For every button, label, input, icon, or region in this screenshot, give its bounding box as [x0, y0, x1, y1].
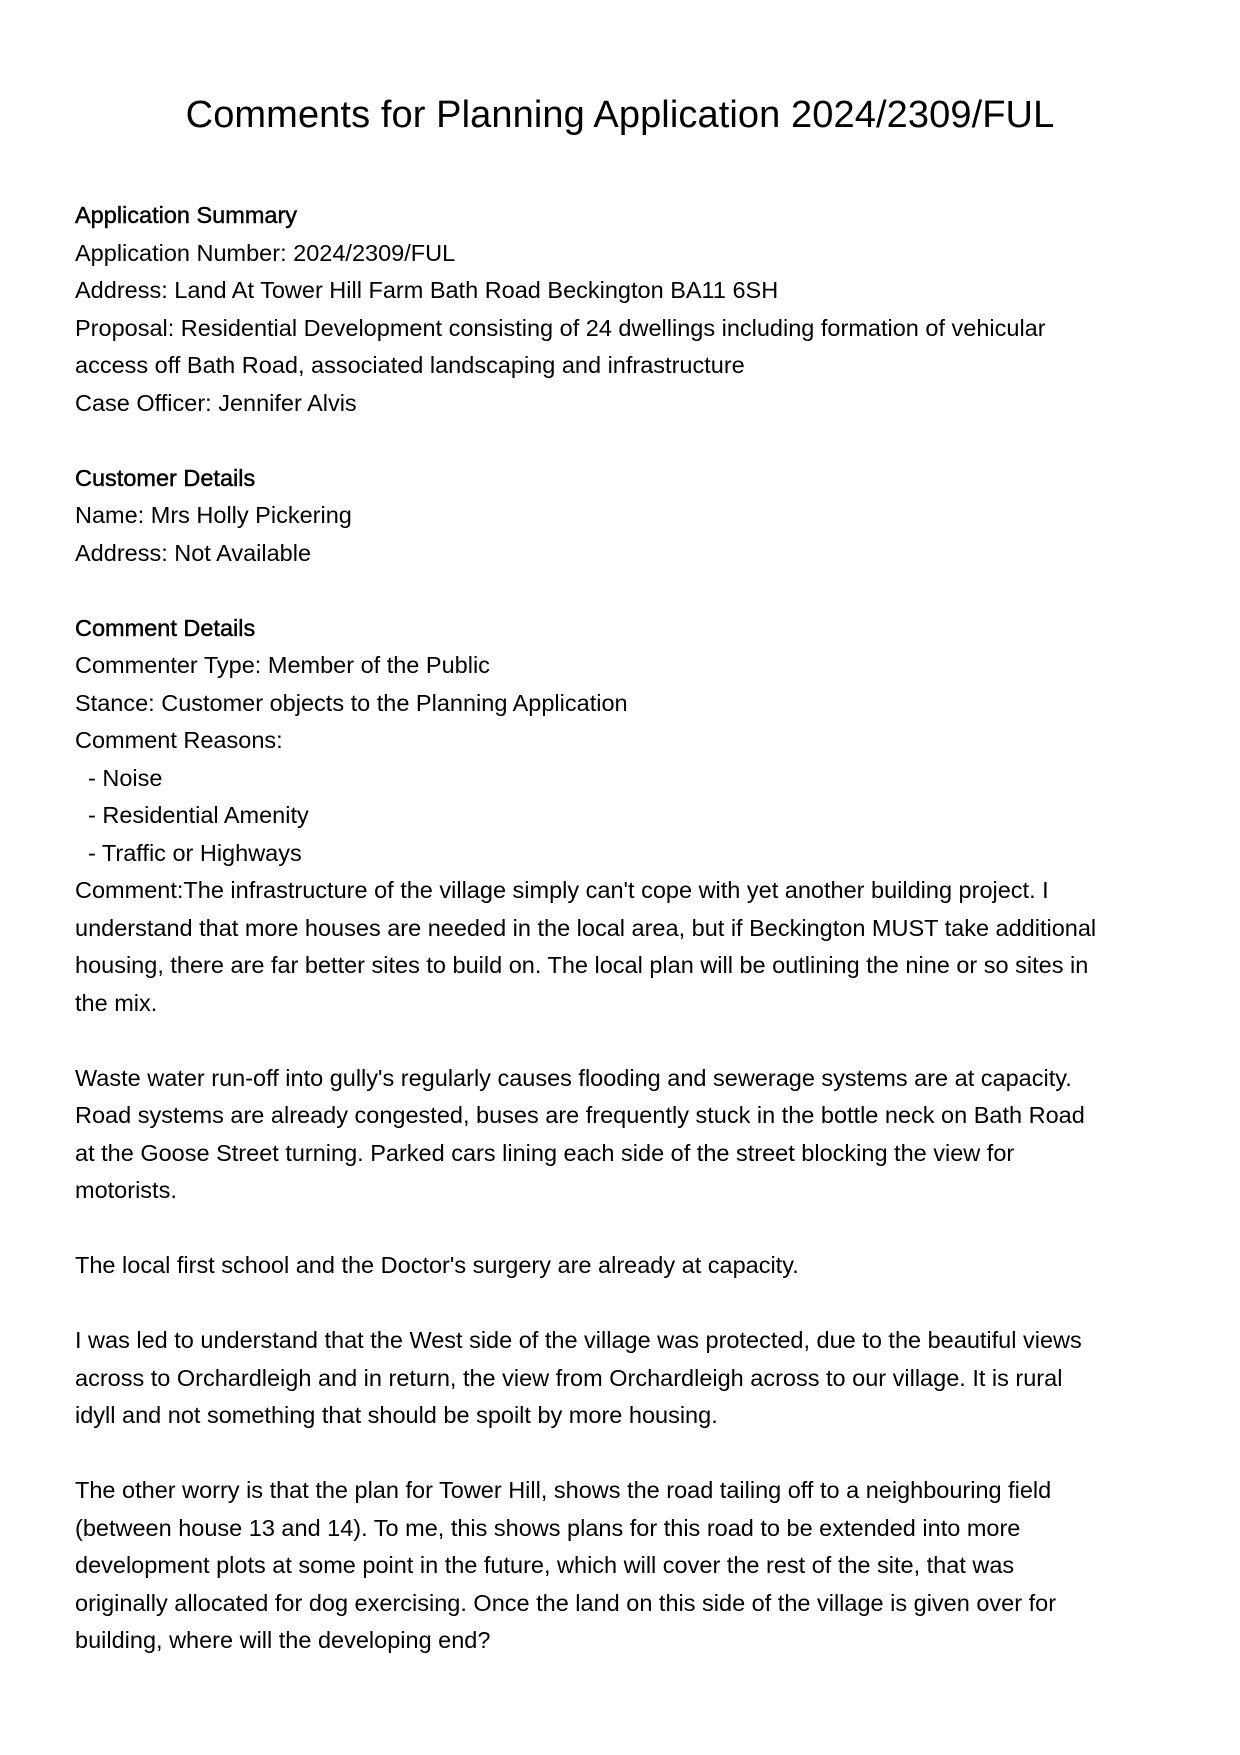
customer-details-section [75, 460, 1175, 573]
spacer [75, 1022, 1175, 1060]
customer-address: Address: Not Available [75, 539, 312, 566]
customer-name: Name: Mrs Holly Pickering [75, 502, 352, 528]
comment-reason-item: - Noise [88, 764, 163, 791]
proposal-line: Proposal: Residential Development consisting of 24 dwellings including formation of vehicular [75, 314, 1046, 341]
commenter-type: Commenter Type: Member of the Public [75, 652, 490, 678]
comment-line: housing, there are far better sites to build on. The local plan will be outlining the nine or so sites in [75, 952, 1089, 978]
comment-line: The local first school and the Doctor's surgery are already at capacity. [75, 1252, 799, 1278]
comment-line: motorists. [75, 1177, 177, 1203]
section-heading-customer-details: Customer Details [75, 464, 256, 491]
comment-line: The other worry is that the plan for Tower Hill, shows the road tailing off to a neighbouring field [75, 1477, 1052, 1503]
case-officer: Case Officer: Jennifer Alvis [75, 389, 357, 416]
proposal-line: access off Bath Road, associated landscaping and infrastructure [75, 352, 745, 378]
comment-reasons-list [75, 760, 1175, 873]
comment-line: at the Goose Street turning. Parked cars lining each side of the street blocking the view for [75, 1139, 1015, 1166]
comment-line: (between house 13 and 14). To me, this shows plans for this road to be extended into more [75, 1514, 1021, 1541]
comment-line: the mix. [75, 989, 158, 1016]
comment-paragraph [75, 872, 1175, 1022]
comment-reason-item: - Residential Amenity [88, 802, 309, 828]
comment-details-section [75, 610, 1175, 1660]
spacer [75, 1210, 1175, 1248]
spacer [75, 1285, 1175, 1323]
comment-paragraph [75, 1472, 1175, 1660]
spacer [75, 1435, 1175, 1473]
comment-line: building, where will the developing end? [75, 1627, 491, 1653]
application-number: Application Number: 2024/2309/FUL [75, 239, 456, 266]
comment-paragraph [75, 1060, 1175, 1210]
stance: Stance: Customer objects to the Planning Application [75, 689, 628, 716]
comment-line: I was led to understand that the West side of the village was protected, due to the beautiful views [75, 1327, 1082, 1353]
comment-line: across to Orchardleigh and in return, the view from Orchardleigh across to our village. It is rural [75, 1364, 1063, 1391]
comment-line: development plots at some point in the future, which will cover the rest of the site, that was [75, 1552, 1015, 1578]
comment-line: Road systems are already congested, buses are frequently stuck in the bottle neck on Bath Road [75, 1102, 1085, 1128]
page-title: Comments for Planning Application 2024/2309/FUL [185, 94, 1055, 136]
comment-reason-item: - Traffic or Highways [88, 839, 302, 866]
comment-line: Waste water run-off into gully's regularly causes flooding and sewerage systems are at capacity. [75, 1064, 1072, 1091]
document-body [75, 197, 1175, 1660]
application-summary-section [75, 197, 1175, 422]
section-heading-comment-details: Comment Details [75, 614, 256, 641]
comment-line: Comment:The infrastructure of the village simply can't cope with yet another building project. I [75, 877, 1049, 903]
comment-line: idyll and not something that should be spoilt by more housing. [75, 1402, 718, 1428]
spacer [75, 422, 1175, 460]
comment-line: originally allocated for dog exercising. Once the land on this side of the village is given over for [75, 1589, 1057, 1616]
application-address: Address: Land At Tower Hill Farm Bath Road Beckington BA11 6SH [75, 277, 779, 303]
spacer [75, 572, 1175, 610]
comment-reasons-label: Comment Reasons: [75, 727, 283, 753]
comment-paragraph [75, 1322, 1175, 1435]
comment-paragraph [75, 1247, 1175, 1285]
section-heading-application-summary: Application Summary [75, 202, 298, 228]
comment-line: understand that more houses are needed in the local area, but if Beckington MUST take additional [75, 914, 1097, 941]
